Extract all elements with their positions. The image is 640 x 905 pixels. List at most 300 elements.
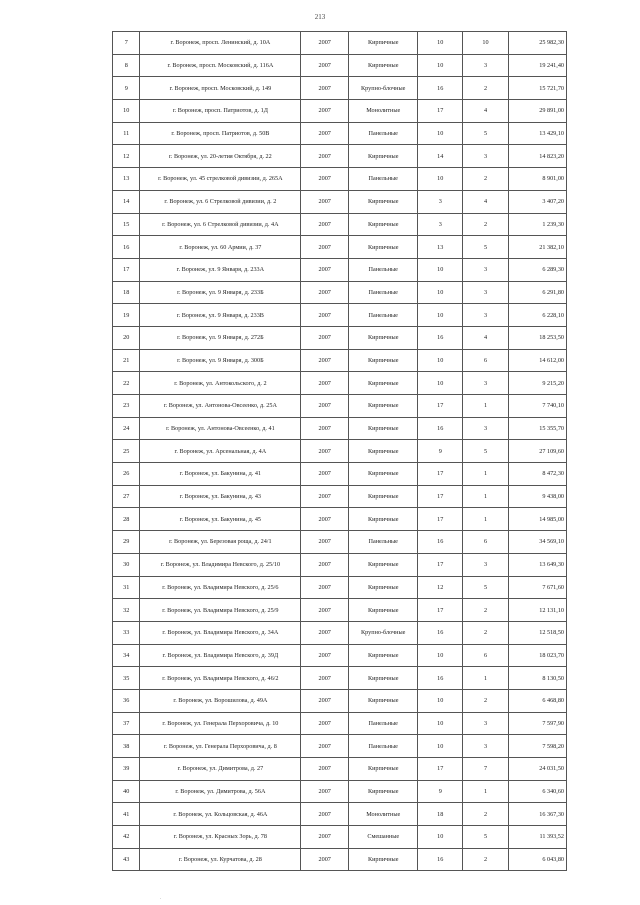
address-cell: г. Воронеж, ул. Димитрова, д. 27: [140, 758, 301, 781]
area-cell: 7 598,20: [508, 735, 566, 758]
floors-cell: 10: [418, 54, 463, 77]
entrances-cell: 2: [463, 689, 509, 712]
entrances-cell: 2: [463, 168, 509, 191]
wall-material-cell: Кирпичные: [349, 485, 418, 508]
address-cell: г. Воронеж, ул. Владимира Невского, д. 25/6: [140, 576, 301, 599]
year-cell: 2007: [301, 236, 349, 259]
entrances-cell: 3: [463, 712, 509, 735]
address-cell: г. Воронеж, просп. Патриотов, д. 50В: [140, 122, 301, 145]
floors-cell: 17: [418, 508, 463, 531]
address-cell: г. Воронеж, ул. Генерала Перхоровича, д. 10: [140, 712, 301, 735]
table-row: [113, 712, 567, 735]
floors-cell: 17: [418, 395, 463, 418]
floors-cell: 3: [418, 213, 463, 236]
row-number-cell: 17: [113, 258, 140, 281]
wall-material-cell: Панельные: [349, 304, 418, 327]
wall-material-cell: Кирпичные: [349, 326, 418, 349]
address-cell: г. Воронеж, ул. Арсенальная, д. 4А: [140, 440, 301, 463]
year-cell: 2007: [301, 780, 349, 803]
row-number-cell: 15: [113, 213, 140, 236]
floors-cell: 16: [418, 417, 463, 440]
entrances-cell: 5: [463, 440, 509, 463]
table-row: [113, 508, 567, 531]
entrances-cell: 4: [463, 190, 509, 213]
entrances-cell: 3: [463, 145, 509, 168]
address-cell: г. Воронеж, ул. Бакунина, д. 45: [140, 508, 301, 531]
year-cell: 2007: [301, 54, 349, 77]
address-cell: г. Воронеж, ул. 6 Стрелковой дивизии, д. 2: [140, 190, 301, 213]
address-cell: г. Воронеж, ул. 9 Января, д. 233А: [140, 258, 301, 281]
entrances-cell: 1: [463, 508, 509, 531]
row-number-cell: 12: [113, 145, 140, 168]
wall-material-cell: Кирпичные: [349, 395, 418, 418]
row-number-cell: 34: [113, 644, 140, 667]
address-cell: г. Воронеж, ул. Бакунина, д. 43: [140, 485, 301, 508]
table-row: [113, 553, 567, 576]
year-cell: 2007: [301, 826, 349, 849]
floors-cell: 10: [418, 168, 463, 191]
entrances-cell: 1: [463, 395, 509, 418]
row-number-cell: 36: [113, 689, 140, 712]
address-cell: г. Воронеж, ул. Курчатова, д. 28: [140, 848, 301, 871]
year-cell: 2007: [301, 32, 349, 55]
table-row: [113, 576, 567, 599]
entrances-cell: 2: [463, 621, 509, 644]
floors-cell: 10: [418, 304, 463, 327]
wall-material-cell: Кирпичные: [349, 54, 418, 77]
table-row: [113, 326, 567, 349]
entrances-cell: 3: [463, 281, 509, 304]
wall-material-cell: Монолитные: [349, 100, 418, 123]
wall-material-cell: Панельные: [349, 712, 418, 735]
year-cell: 2007: [301, 758, 349, 781]
area-cell: 1 239,30: [508, 213, 566, 236]
row-number-cell: 21: [113, 349, 140, 372]
table-row: [113, 735, 567, 758]
entrances-cell: 6: [463, 531, 509, 554]
address-cell: г. Воронеж, ул. 45 стрелковой дивизии, д. 265А: [140, 168, 301, 191]
table-row: [113, 417, 567, 440]
entrances-cell: 7: [463, 758, 509, 781]
area-cell: 8 901,00: [508, 168, 566, 191]
row-number-cell: 32: [113, 599, 140, 622]
year-cell: 2007: [301, 621, 349, 644]
area-cell: 6 340,60: [508, 780, 566, 803]
wall-material-cell: Кирпичные: [349, 758, 418, 781]
area-cell: 34 569,10: [508, 531, 566, 554]
year-cell: 2007: [301, 349, 349, 372]
floors-cell: 18: [418, 803, 463, 826]
row-number-cell: 35: [113, 667, 140, 690]
entrances-cell: 1: [463, 667, 509, 690]
area-cell: 18 023,70: [508, 644, 566, 667]
floors-cell: 17: [418, 599, 463, 622]
address-cell: г. Воронеж, ул. 60 Армии, д. 37: [140, 236, 301, 259]
table-row: [113, 236, 567, 259]
table-row: [113, 190, 567, 213]
table-row: [113, 304, 567, 327]
row-number-cell: 40: [113, 780, 140, 803]
address-cell: г. Воронеж, ул. 9 Января, д. 233В: [140, 304, 301, 327]
year-cell: 2007: [301, 848, 349, 871]
address-cell: г. Воронеж, ул. 6 Стрелковой дивизии, д. 4А: [140, 213, 301, 236]
area-cell: 3 407,20: [508, 190, 566, 213]
year-cell: 2007: [301, 395, 349, 418]
floors-cell: 16: [418, 848, 463, 871]
floors-cell: 10: [418, 644, 463, 667]
address-cell: г. Воронеж, ул. 9 Января, д. 272Б: [140, 326, 301, 349]
footer-mark: .: [160, 896, 162, 901]
table-row: [113, 485, 567, 508]
wall-material-cell: Панельные: [349, 531, 418, 554]
year-cell: 2007: [301, 440, 349, 463]
year-cell: 2007: [301, 576, 349, 599]
row-number-cell: 16: [113, 236, 140, 259]
wall-material-cell: Монолитные: [349, 803, 418, 826]
floors-cell: 10: [418, 32, 463, 55]
year-cell: 2007: [301, 145, 349, 168]
area-cell: 18 253,50: [508, 326, 566, 349]
wall-material-cell: Кирпичные: [349, 372, 418, 395]
area-cell: 7 740,10: [508, 395, 566, 418]
area-cell: 12 131,10: [508, 599, 566, 622]
floors-cell: 16: [418, 531, 463, 554]
table-row: [113, 531, 567, 554]
wall-material-cell: Панельные: [349, 258, 418, 281]
table-row: [113, 32, 567, 55]
floors-cell: 10: [418, 372, 463, 395]
area-cell: 6 291,80: [508, 281, 566, 304]
address-cell: г. Воронеж, ул. Антонова-Овсеенко, д. 41: [140, 417, 301, 440]
table-row: [113, 803, 567, 826]
wall-material-cell: Кирпичные: [349, 145, 418, 168]
year-cell: 2007: [301, 644, 349, 667]
area-cell: 14 823,20: [508, 145, 566, 168]
area-cell: 6 289,30: [508, 258, 566, 281]
area-cell: 7 671,60: [508, 576, 566, 599]
wall-material-cell: Кирпичные: [349, 644, 418, 667]
entrances-cell: 1: [463, 780, 509, 803]
year-cell: 2007: [301, 689, 349, 712]
wall-material-cell: Кирпичные: [349, 32, 418, 55]
table-row: [113, 145, 567, 168]
entrances-cell: 5: [463, 576, 509, 599]
table-row: [113, 77, 567, 100]
row-number-cell: 24: [113, 417, 140, 440]
wall-material-cell: Кирпичные: [349, 667, 418, 690]
wall-material-cell: Кирпичные: [349, 689, 418, 712]
floors-cell: 14: [418, 145, 463, 168]
table-row: [113, 599, 567, 622]
floors-cell: 10: [418, 281, 463, 304]
address-cell: г. Воронеж, ул. Владимира Невского, д. 25/9: [140, 599, 301, 622]
row-number-cell: 13: [113, 168, 140, 191]
table-row: [113, 349, 567, 372]
entrances-cell: 3: [463, 553, 509, 576]
table-row: [113, 122, 567, 145]
floors-cell: 10: [418, 826, 463, 849]
year-cell: 2007: [301, 417, 349, 440]
year-cell: 2007: [301, 122, 349, 145]
entrances-cell: 4: [463, 326, 509, 349]
row-number-cell: 14: [113, 190, 140, 213]
table-body: [113, 32, 567, 871]
area-cell: 6 228,10: [508, 304, 566, 327]
table-row: [113, 100, 567, 123]
entrances-cell: 2: [463, 77, 509, 100]
floors-cell: 17: [418, 758, 463, 781]
entrances-cell: 1: [463, 463, 509, 486]
table-row: [113, 54, 567, 77]
area-cell: 27 109,60: [508, 440, 566, 463]
wall-material-cell: Смешанные: [349, 826, 418, 849]
floors-cell: 10: [418, 712, 463, 735]
wall-material-cell: Кирпичные: [349, 213, 418, 236]
wall-material-cell: Панельные: [349, 168, 418, 191]
address-cell: г. Воронеж, ул. Ворошилова, д. 49А: [140, 689, 301, 712]
area-cell: 9 215,20: [508, 372, 566, 395]
entrances-cell: 6: [463, 644, 509, 667]
floors-cell: 16: [418, 326, 463, 349]
table-row: [113, 281, 567, 304]
wall-material-cell: Кирпичные: [349, 236, 418, 259]
row-number-cell: 31: [113, 576, 140, 599]
row-number-cell: 42: [113, 826, 140, 849]
row-number-cell: 7: [113, 32, 140, 55]
table-row: [113, 689, 567, 712]
address-cell: г. Воронеж, ул. 20-летия Октября, д. 22: [140, 145, 301, 168]
wall-material-cell: Панельные: [349, 122, 418, 145]
entrances-cell: 2: [463, 599, 509, 622]
floors-cell: 17: [418, 100, 463, 123]
floors-cell: 16: [418, 77, 463, 100]
area-cell: 13 649,30: [508, 553, 566, 576]
year-cell: 2007: [301, 168, 349, 191]
area-cell: 6 468,80: [508, 689, 566, 712]
floors-cell: 16: [418, 621, 463, 644]
wall-material-cell: Кирпичные: [349, 576, 418, 599]
area-cell: 14 612,00: [508, 349, 566, 372]
wall-material-cell: Кирпичные: [349, 190, 418, 213]
floors-cell: 12: [418, 576, 463, 599]
entrances-cell: 5: [463, 826, 509, 849]
address-cell: г. Воронеж, ул. Генерала Перхоровича, д. 8: [140, 735, 301, 758]
address-cell: г. Воронеж, ул. Владимира Невского, д. 46/2: [140, 667, 301, 690]
row-number-cell: 8: [113, 54, 140, 77]
row-number-cell: 9: [113, 77, 140, 100]
housing-registry-table: [112, 31, 567, 871]
address-cell: г. Воронеж, ул. 9 Января, д. 233Б: [140, 281, 301, 304]
wall-material-cell: Панельные: [349, 735, 418, 758]
table-row: [113, 168, 567, 191]
table-row: [113, 758, 567, 781]
entrances-cell: 1: [463, 485, 509, 508]
year-cell: 2007: [301, 100, 349, 123]
row-number-cell: 28: [113, 508, 140, 531]
wall-material-cell: Кирпичные: [349, 463, 418, 486]
floors-cell: 3: [418, 190, 463, 213]
floors-cell: 10: [418, 689, 463, 712]
entrances-cell: 5: [463, 122, 509, 145]
table-row: [113, 826, 567, 849]
area-cell: 6 043,80: [508, 848, 566, 871]
floors-cell: 10: [418, 258, 463, 281]
area-cell: 19 241,40: [508, 54, 566, 77]
wall-material-cell: Кирпичные: [349, 780, 418, 803]
address-cell: г. Воронеж, ул. Антонова-Овсеенко, д. 25А: [140, 395, 301, 418]
address-cell: г. Воронеж, ул. Кольцовская, д. 46А: [140, 803, 301, 826]
row-number-cell: 25: [113, 440, 140, 463]
year-cell: 2007: [301, 213, 349, 236]
address-cell: г. Воронеж, просп. Ленинский, д. 10А: [140, 32, 301, 55]
year-cell: 2007: [301, 735, 349, 758]
year-cell: 2007: [301, 531, 349, 554]
table-row: [113, 780, 567, 803]
table-row: [113, 667, 567, 690]
wall-material-cell: Кирпичные: [349, 599, 418, 622]
table-row: [113, 644, 567, 667]
floors-cell: 10: [418, 122, 463, 145]
area-cell: 9 438,00: [508, 485, 566, 508]
table-row: [113, 463, 567, 486]
area-cell: 8 472,30: [508, 463, 566, 486]
wall-material-cell: Крупно-блочные: [349, 621, 418, 644]
address-cell: г. Воронеж, просп. Патриотов, д. 1Д: [140, 100, 301, 123]
row-number-cell: 41: [113, 803, 140, 826]
year-cell: 2007: [301, 599, 349, 622]
row-number-cell: 11: [113, 122, 140, 145]
wall-material-cell: Кирпичные: [349, 848, 418, 871]
year-cell: 2007: [301, 485, 349, 508]
row-number-cell: 10: [113, 100, 140, 123]
row-number-cell: 30: [113, 553, 140, 576]
address-cell: г. Воронеж, ул. Владимира Невского, д. 39Д: [140, 644, 301, 667]
entrances-cell: 10: [463, 32, 509, 55]
row-number-cell: 18: [113, 281, 140, 304]
year-cell: 2007: [301, 667, 349, 690]
year-cell: 2007: [301, 258, 349, 281]
address-cell: г. Воронеж, просп. Московский, д. 116А: [140, 54, 301, 77]
row-number-cell: 29: [113, 531, 140, 554]
entrances-cell: 3: [463, 304, 509, 327]
entrances-cell: 2: [463, 213, 509, 236]
wall-material-cell: Кирпичные: [349, 508, 418, 531]
wall-material-cell: Крупно-блочные: [349, 77, 418, 100]
address-cell: г. Воронеж, ул. Антокольского, д. 2: [140, 372, 301, 395]
year-cell: 2007: [301, 553, 349, 576]
area-cell: 25 982,30: [508, 32, 566, 55]
entrances-cell: 3: [463, 258, 509, 281]
area-cell: 11 393,52: [508, 826, 566, 849]
year-cell: 2007: [301, 304, 349, 327]
row-number-cell: 39: [113, 758, 140, 781]
year-cell: 2007: [301, 463, 349, 486]
row-number-cell: 26: [113, 463, 140, 486]
address-cell: г. Воронеж, ул. Березовая роща, д. 24/1: [140, 531, 301, 554]
year-cell: 2007: [301, 190, 349, 213]
entrances-cell: 2: [463, 848, 509, 871]
wall-material-cell: Кирпичные: [349, 417, 418, 440]
entrances-cell: 2: [463, 803, 509, 826]
year-cell: 2007: [301, 712, 349, 735]
floors-cell: 17: [418, 463, 463, 486]
row-number-cell: 33: [113, 621, 140, 644]
floors-cell: 13: [418, 236, 463, 259]
table-row: [113, 440, 567, 463]
address-cell: г. Воронеж, ул. Владимира Невского, д. 25/10: [140, 553, 301, 576]
area-cell: 24 031,50: [508, 758, 566, 781]
row-number-cell: 43: [113, 848, 140, 871]
address-cell: г. Воронеж, ул. 9 Января, д. 300Б: [140, 349, 301, 372]
address-cell: г. Воронеж, ул. Димитрова, д. 56А: [140, 780, 301, 803]
year-cell: 2007: [301, 372, 349, 395]
entrances-cell: 4: [463, 100, 509, 123]
wall-material-cell: Кирпичные: [349, 553, 418, 576]
entrances-cell: 3: [463, 417, 509, 440]
year-cell: 2007: [301, 281, 349, 304]
address-cell: г. Воронеж, ул. Владимира Невского, д. 34А: [140, 621, 301, 644]
year-cell: 2007: [301, 508, 349, 531]
address-cell: г. Воронеж, просп. Московский, д. 149: [140, 77, 301, 100]
area-cell: 13 429,10: [508, 122, 566, 145]
area-cell: 21 382,10: [508, 236, 566, 259]
address-cell: г. Воронеж, ул. Бакунина, д. 41: [140, 463, 301, 486]
wall-material-cell: Кирпичные: [349, 349, 418, 372]
row-number-cell: 27: [113, 485, 140, 508]
floors-cell: 17: [418, 553, 463, 576]
floors-cell: 9: [418, 780, 463, 803]
entrances-cell: 3: [463, 735, 509, 758]
table-row: [113, 621, 567, 644]
entrances-cell: 3: [463, 54, 509, 77]
area-cell: 8 130,50: [508, 667, 566, 690]
wall-material-cell: Кирпичные: [349, 440, 418, 463]
entrances-cell: 3: [463, 372, 509, 395]
area-cell: 16 367,30: [508, 803, 566, 826]
table-row: [113, 372, 567, 395]
area-cell: 15 721,70: [508, 77, 566, 100]
year-cell: 2007: [301, 803, 349, 826]
floors-cell: 10: [418, 735, 463, 758]
floors-cell: 9: [418, 440, 463, 463]
row-number-cell: 19: [113, 304, 140, 327]
year-cell: 2007: [301, 326, 349, 349]
area-cell: 29 891,00: [508, 100, 566, 123]
table-row: [113, 258, 567, 281]
year-cell: 2007: [301, 77, 349, 100]
floors-cell: 17: [418, 485, 463, 508]
wall-material-cell: Панельные: [349, 281, 418, 304]
address-cell: г. Воронеж, ул. Красных Зорь, д. 78: [140, 826, 301, 849]
page-number: 213: [314, 13, 326, 21]
row-number-cell: 22: [113, 372, 140, 395]
row-number-cell: 38: [113, 735, 140, 758]
row-number-cell: 37: [113, 712, 140, 735]
area-cell: 12 518,50: [508, 621, 566, 644]
floors-cell: 10: [418, 349, 463, 372]
entrances-cell: 5: [463, 236, 509, 259]
entrances-cell: 6: [463, 349, 509, 372]
table-row: [113, 395, 567, 418]
area-cell: 14 985,00: [508, 508, 566, 531]
table-row: [113, 213, 567, 236]
row-number-cell: 23: [113, 395, 140, 418]
row-number-cell: 20: [113, 326, 140, 349]
floors-cell: 16: [418, 667, 463, 690]
area-cell: 15 355,70: [508, 417, 566, 440]
table-row: [113, 848, 567, 871]
area-cell: 7 597,90: [508, 712, 566, 735]
